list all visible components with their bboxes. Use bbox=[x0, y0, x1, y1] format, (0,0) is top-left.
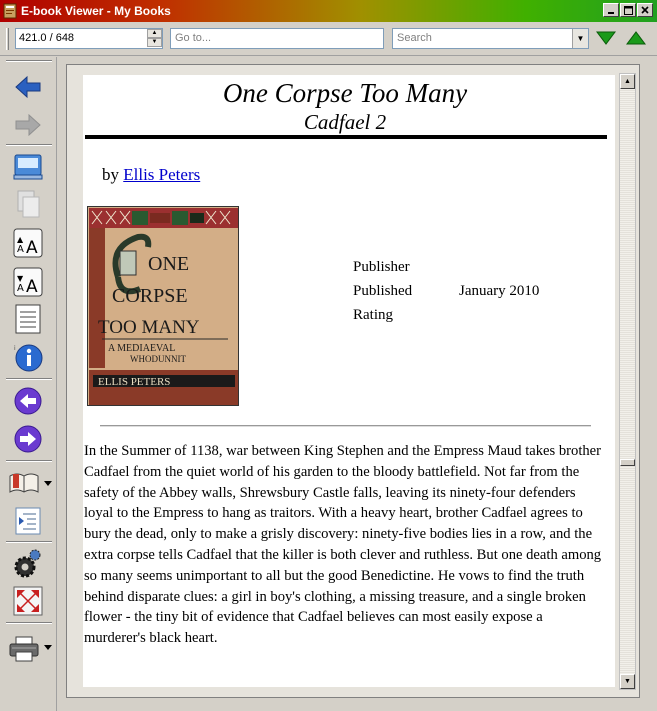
contents-icon bbox=[15, 304, 41, 334]
close-icon bbox=[641, 6, 649, 14]
cover-title-line1: ONE bbox=[148, 253, 190, 275]
bookmark-icon bbox=[8, 470, 40, 494]
print-icon bbox=[8, 635, 40, 663]
metadata-value: January 2010 bbox=[459, 283, 540, 299]
next-match-icon[interactable] bbox=[596, 31, 616, 45]
forward-button[interactable] bbox=[10, 109, 46, 141]
book-series: Cadfael 2 bbox=[303, 110, 387, 134]
cover-image bbox=[87, 206, 239, 406]
scroll-up-button[interactable]: ▲ bbox=[620, 74, 635, 89]
font-smaller-icon bbox=[13, 267, 43, 297]
font-smaller-button[interactable] bbox=[10, 266, 46, 298]
search-combobox[interactable] bbox=[392, 28, 589, 49]
spin-down-button[interactable]: ▼ bbox=[147, 38, 162, 47]
cover-subtitle-line2: WHODUNNIT bbox=[130, 354, 186, 364]
metadata-key: Published bbox=[353, 283, 413, 299]
spin-arrows bbox=[147, 29, 162, 48]
contents-button[interactable] bbox=[10, 303, 46, 335]
svg-text:i: i bbox=[14, 345, 16, 352]
font-larger-button[interactable] bbox=[10, 227, 46, 259]
fullscreen-button[interactable] bbox=[10, 585, 46, 617]
previous-page-icon bbox=[13, 386, 43, 416]
scroll-thumb[interactable] bbox=[620, 459, 635, 466]
bookmarks-button[interactable] bbox=[6, 466, 42, 498]
preferences-icon bbox=[13, 548, 43, 578]
maximize-icon bbox=[624, 6, 633, 15]
bookmarks-dropdown-arrow[interactable] bbox=[44, 481, 52, 486]
back-arrow-icon bbox=[14, 75, 42, 99]
paste-button[interactable] bbox=[10, 188, 46, 220]
cover-subtitle-line1: A MEDIAEVAL bbox=[108, 343, 176, 354]
spin-up-button[interactable]: ▲ bbox=[147, 29, 162, 38]
scroll-down-button[interactable]: ▼ bbox=[620, 674, 635, 689]
author-link[interactable]: Ellis Peters bbox=[123, 165, 201, 184]
back-button[interactable] bbox=[10, 71, 46, 103]
toolbar-grip[interactable] bbox=[6, 28, 9, 50]
byline bbox=[102, 165, 200, 185]
metadata-key: Rating bbox=[353, 307, 393, 323]
metadata-button[interactable] bbox=[10, 341, 46, 373]
window-title: E-book Viewer - My Books bbox=[21, 4, 171, 18]
document-view[interactable] bbox=[66, 64, 640, 698]
toolbar-separator bbox=[6, 144, 52, 146]
maximize-button[interactable] bbox=[620, 3, 636, 17]
forward-arrow-icon bbox=[14, 113, 42, 137]
next-page-icon bbox=[13, 424, 43, 454]
svg-text:A: A bbox=[17, 244, 24, 255]
print-dropdown-arrow[interactable] bbox=[44, 645, 52, 650]
minimize-button[interactable] bbox=[603, 3, 619, 17]
vertical-scrollbar[interactable] bbox=[619, 73, 636, 690]
search-dropdown-button[interactable]: ▼ bbox=[572, 29, 588, 48]
reference-mode-icon bbox=[15, 507, 41, 535]
toolbar-separator bbox=[6, 378, 52, 380]
position-value[interactable]: 421.0 / 648 bbox=[19, 32, 75, 44]
svg-text:A: A bbox=[26, 277, 38, 297]
position-spinbox[interactable] bbox=[15, 28, 163, 49]
goto-input[interactable]: Go to... bbox=[170, 28, 384, 49]
title-bar bbox=[0, 0, 657, 22]
toolbar-separator bbox=[6, 622, 52, 624]
toolbar-separator bbox=[6, 541, 52, 543]
svg-text:▲: ▲ bbox=[17, 235, 24, 244]
previous-match-icon[interactable] bbox=[626, 31, 646, 45]
by-label: by bbox=[102, 165, 119, 184]
print-button[interactable] bbox=[6, 633, 42, 665]
title-rule bbox=[85, 135, 607, 139]
metadata-key: Publisher bbox=[353, 259, 410, 275]
copy-icon bbox=[12, 153, 44, 181]
search-input[interactable]: Search bbox=[397, 32, 432, 44]
reference-mode-button[interactable] bbox=[10, 505, 46, 537]
svg-text:A: A bbox=[26, 238, 38, 258]
next-page-button[interactable] bbox=[10, 423, 46, 455]
cover-artwork bbox=[88, 207, 239, 406]
app-icon bbox=[3, 3, 17, 19]
cover-title-line2: CORPSE bbox=[112, 285, 188, 307]
top-toolbar bbox=[0, 22, 657, 56]
font-larger-icon bbox=[13, 228, 43, 258]
copy-button[interactable] bbox=[10, 151, 46, 183]
minimize-icon bbox=[607, 6, 615, 14]
book-page[interactable] bbox=[83, 75, 615, 687]
cover-title-line3: TOO MANY bbox=[98, 317, 200, 338]
previous-page-button[interactable] bbox=[10, 385, 46, 417]
toolbar-separator bbox=[6, 60, 52, 62]
svg-text:A: A bbox=[17, 283, 24, 294]
paste-icon bbox=[14, 189, 42, 219]
info-icon bbox=[13, 342, 43, 372]
fullscreen-icon bbox=[13, 586, 43, 616]
svg-text:▼: ▼ bbox=[17, 274, 24, 283]
preferences-button[interactable] bbox=[10, 547, 46, 579]
book-description: In the Summer of 1138, war between King Stephen and the Empress Maud takes brother Cadfael from the quiet world of his garden to the bloody battlefield. Not far from the safety of the Abbey walls, Shrewsbury Castle falls, leaving its ninety-four defenders loyal to the Empress to hang as traitors. With a heavy heart, brother Cadfael agrees to bury the dead, only to make a grisly discovery: ninety-five bodies lies in a row, and the extra corpse tells Cadfael that the killer is both clever and ruthless. But one death among so many seems unimportant to all but the good Benedictine. He vows to find the truth behind disparate clues: a girl in boy's clothing, a missing treasure, and a single broken flower - the tiny bit of evidence that Cadfael believes can most easily expose a murderer's black heart. bbox=[84, 443, 602, 647]
toolbar-separator bbox=[6, 460, 52, 462]
book-title: One Corpse Too Many bbox=[222, 78, 468, 108]
close-button[interactable] bbox=[637, 3, 653, 17]
section-divider bbox=[100, 425, 591, 427]
left-toolbar bbox=[0, 57, 57, 711]
cover-author: ELLIS PETERS bbox=[98, 376, 171, 388]
